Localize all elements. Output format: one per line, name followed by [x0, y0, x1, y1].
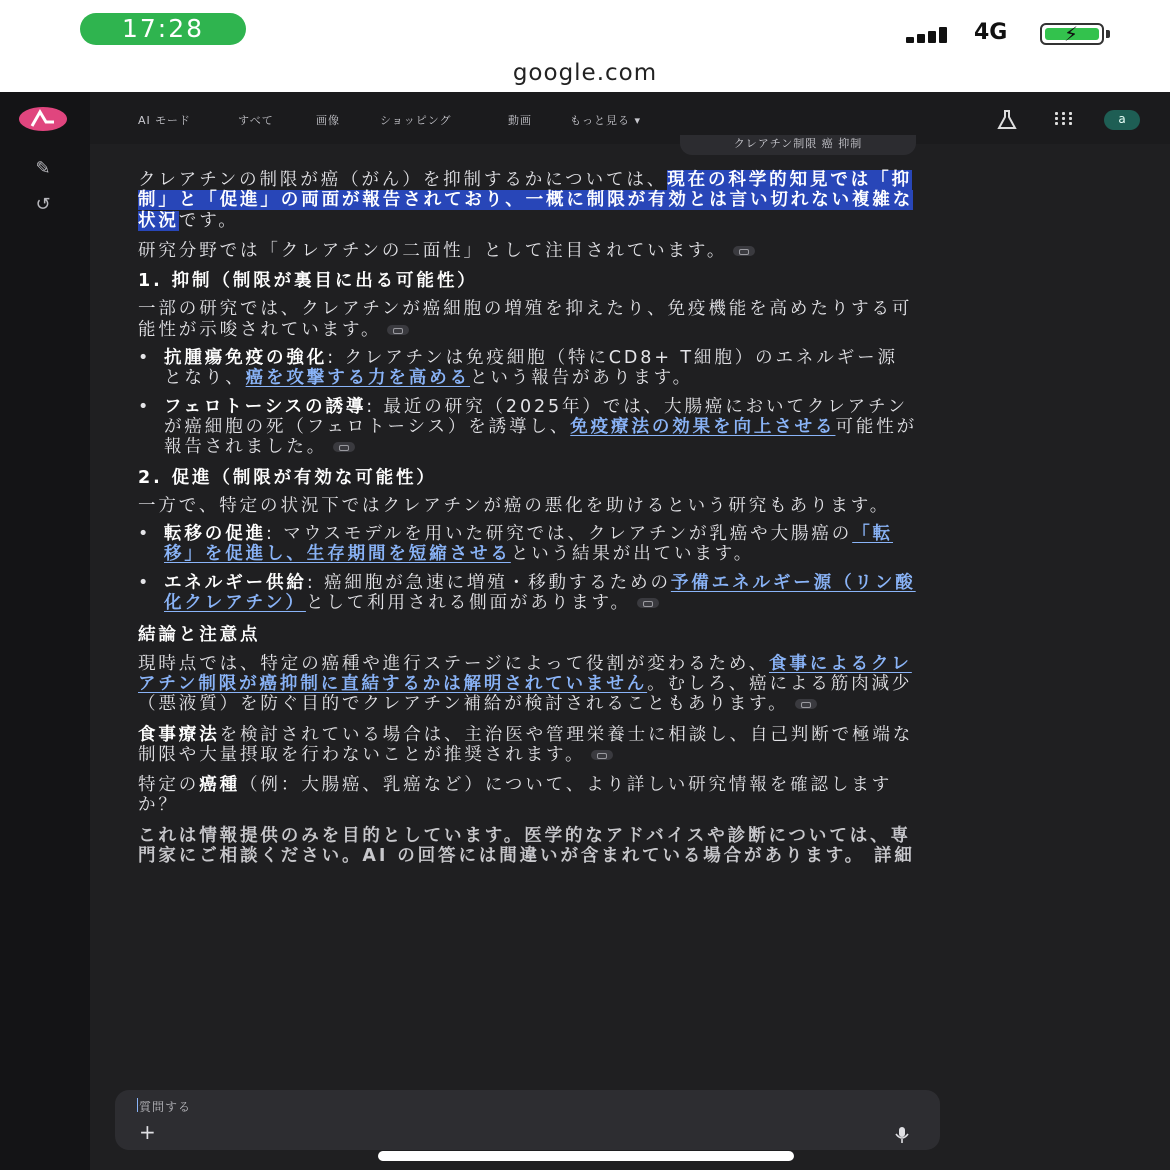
- source-link-icon[interactable]: [795, 699, 817, 709]
- sidebar: [0, 92, 90, 1170]
- bold-text: 食事療法: [138, 724, 220, 745]
- list-item-text: : 癌細胞が急速に増殖・移動するための: [306, 572, 671, 593]
- list-item: [138, 348, 918, 389]
- status-time: 17:28: [80, 13, 246, 45]
- tab-ai-mode[interactable]: AI モード: [138, 114, 191, 127]
- paragraph-text: を検討されている場合は、主治医や管理栄養士に相談し、自己判断で極端な制限や大量摂取を行わないことが推奨されます。: [138, 724, 914, 765]
- list-item-title: エネルギー供給: [164, 572, 307, 593]
- plus-icon[interactable]: +: [139, 1120, 156, 1144]
- answer-content: [138, 170, 918, 866]
- list-item-text: : 最近の研究（2025年）では、大腸癌においてクレアチンが癌細胞の死（フェロトーシス）を誘導し、: [164, 396, 908, 437]
- list-item-text: 可能性が報告されました。: [164, 416, 918, 458]
- paragraph-text: 特定の: [138, 775, 200, 796]
- paragraph-text: 一部の研究では、クレアチンが癌細胞の増殖を抑えたり、免疫機能を高めたりする可能性が示唆されています。: [138, 299, 913, 340]
- battery-icon: ⚡: [1040, 23, 1104, 45]
- paragraph: [138, 241, 918, 261]
- paragraph: [138, 299, 918, 340]
- list-item: [138, 573, 918, 614]
- query-chip: クレアチン制限 癌 抑制: [680, 135, 916, 155]
- section-heading: 1. 抑制（制限が裏目に出る可能性）: [138, 271, 478, 292]
- follow-up-question: [138, 775, 918, 816]
- logo-icon[interactable]: [18, 106, 68, 132]
- paragraph: 一方で、特定の状況下ではクレアチンが癌の悪化を助けるという研究もあります。: [138, 495, 891, 516]
- new-chat-icon[interactable]: ✎: [35, 158, 51, 179]
- signal-icon: [906, 25, 958, 43]
- apps-grid-icon[interactable]: [1055, 112, 1073, 126]
- source-link-icon[interactable]: [591, 750, 613, 760]
- inline-link[interactable]: 癌を攻撃する力を高める: [245, 368, 471, 389]
- inline-link[interactable]: 予備エネルギー源（リン酸化クレアチン）: [164, 572, 916, 614]
- list-item-title: フェロトーシスの誘導: [164, 396, 367, 417]
- tab-videos[interactable]: 動画: [508, 114, 532, 127]
- avatar[interactable]: a: [1104, 110, 1140, 130]
- highlighted-text: 現在の科学的知見では「抑制」と「促進」の両面が報告されており、一概に制限が有効とは言い切れない複雑な状況: [138, 170, 914, 231]
- list-item: [138, 397, 918, 458]
- bullet-list: [138, 348, 918, 457]
- disclaimer: これは情報提供のみを目的としています。医学的なアドバイスや診断については、専門家にご相談ください。AI の回答には間違いが含まれている場合があります。 詳細: [138, 825, 915, 867]
- battery-tip: [1106, 30, 1110, 38]
- bullet-list: [138, 524, 918, 613]
- list-item-text: という報告があります。: [470, 368, 694, 389]
- microphone-icon[interactable]: [895, 1126, 909, 1144]
- source-link-icon[interactable]: [387, 325, 409, 335]
- intro-paragraph: [138, 170, 918, 231]
- section-heading: 結論と注意点: [138, 625, 261, 646]
- intro-end: です。: [178, 210, 239, 231]
- home-indicator[interactable]: [378, 1151, 794, 1161]
- list-item-title: 抗腫瘍免疫の強化: [164, 348, 328, 369]
- list-item-text: : クレアチンは免疫細胞（特にCD8+ T細胞）のエネルギー源となり、: [164, 348, 898, 389]
- labs-flask-icon[interactable]: [996, 110, 1018, 130]
- text-cursor: [137, 1098, 138, 1112]
- intro-text: クレアチンの制限が癌（がん）を抑制するかについては、: [138, 170, 668, 190]
- source-link-icon[interactable]: [333, 442, 355, 452]
- paragraph: [138, 725, 918, 766]
- tab-shopping[interactable]: ショッピング: [380, 114, 452, 127]
- inline-link[interactable]: 食事によるクレアチン制限が癌抑制に直結するかは解明されていません: [138, 653, 912, 694]
- list-item-title: 転移の促進: [164, 524, 266, 545]
- source-link-icon[interactable]: [637, 598, 659, 608]
- list-item-text: : マウスモデルを用いた研究では、クレアチンが乳癌や大腸癌の: [266, 524, 853, 545]
- url-bar[interactable]: google.com: [512, 60, 658, 86]
- conclusion-paragraph: [138, 654, 918, 715]
- tab-all[interactable]: すべて: [238, 114, 274, 127]
- tab-images[interactable]: 画像: [316, 114, 340, 127]
- inline-link[interactable]: 免疫療法の効果を向上させる: [570, 416, 836, 437]
- list-item-text: として利用される側面があります。: [305, 593, 631, 614]
- question-input[interactable]: [115, 1090, 940, 1150]
- input-placeholder: 質問する: [139, 1100, 192, 1114]
- paragraph-text: 。むしろ、癌による筋肉減少（悪液質）を防ぐ目的でクレアチン補給が検討されることもあります。: [138, 673, 913, 715]
- source-link-icon[interactable]: [733, 246, 755, 256]
- history-icon[interactable]: ↺: [35, 194, 51, 215]
- network-type: 4G: [974, 20, 1008, 45]
- inline-link[interactable]: 「転移」を促進し、生存期間を短縮させる: [164, 524, 893, 565]
- list-item: [138, 524, 918, 565]
- paragraph-text: 現時点では、特定の癌種や進行ステージによって役割が変わるため、: [138, 653, 769, 674]
- paragraph-text: 研究分野では「クレアチンの二面性」として注目されています。: [138, 240, 728, 261]
- paragraph-text: （例：大腸癌、乳癌など）について、より詳しい研究情報を確認しますか？: [138, 775, 893, 816]
- bold-text: 癌種: [199, 775, 241, 796]
- section-heading: 2. 促進（制限が有効な可能性）: [138, 467, 437, 488]
- tab-more[interactable]: もっと見る ▾: [570, 114, 642, 127]
- list-item-text: という結果が出ています。: [510, 544, 755, 565]
- status-bar: [0, 0, 1170, 64]
